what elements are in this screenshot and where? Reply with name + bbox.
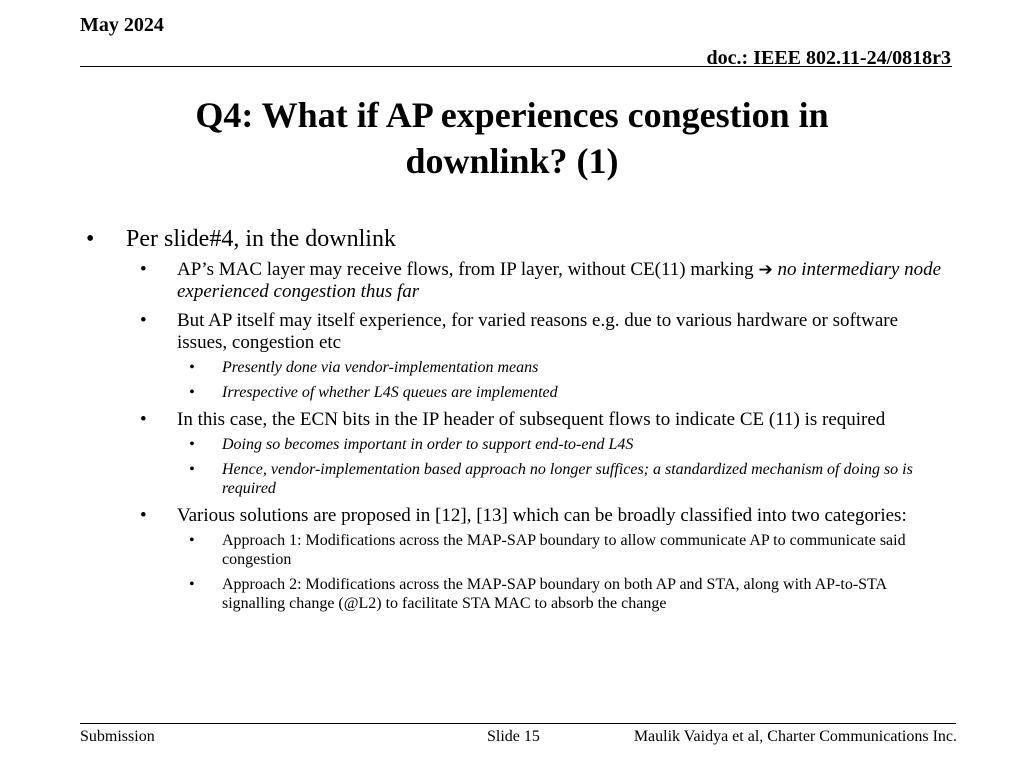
slide-title-line-1: Q4: What if AP experiences congestion in bbox=[195, 95, 829, 135]
footer-slide-number: Slide 15 bbox=[487, 728, 540, 745]
footer-author: Maulik Vaidya et al, Charter Communications Inc. bbox=[633, 728, 957, 745]
content-list bbox=[86, 225, 966, 620]
detail-bullet: • Hence, vendor-implementation based approach no longer suffices; a standardized mechanism of doing so is required bbox=[177, 460, 937, 498]
slide-title-line-2: downlink? (1) bbox=[405, 141, 619, 181]
main-bullet bbox=[86, 225, 966, 613]
sub-bullet-text: But AP itself may itself experience, for varied reasons e.g. due to various hardware or software issues, congestion etc bbox=[177, 310, 899, 353]
sub-bullet bbox=[126, 310, 952, 402]
sub-bullet-italic-text: no intermediary node experienced congestion thus far bbox=[177, 259, 942, 302]
slide-title bbox=[60, 92, 964, 184]
footer-divider bbox=[80, 723, 956, 724]
detail-list bbox=[177, 358, 952, 402]
sub-bullet-list bbox=[126, 259, 966, 613]
sub-bullet bbox=[126, 259, 952, 303]
sub-bullet-text: In this case, the ECN bits in the IP header of subsequent flows to indicate CE (11) is required bbox=[177, 409, 886, 430]
sub-bullet bbox=[126, 409, 952, 498]
sub-bullet bbox=[126, 505, 952, 613]
header-doc-id: doc.: IEEE 802.11-24/0818r3 bbox=[706, 47, 951, 69]
detail-bullet: • Approach 2: Modifications across the MAP-SAP boundary on both AP and STA, along with AP-to-STA signalling change (@L2) to facilitate STA MAC to absorb the change bbox=[177, 575, 937, 613]
footer-submission: Submission bbox=[80, 728, 155, 745]
sub-bullet-text: AP’s MAC layer may receive flows, from IP layer, without CE(11) marking bbox=[177, 259, 754, 280]
detail-bullet: • Irrespective of whether L4S queues are implemented bbox=[177, 383, 937, 402]
detail-bullet: • Doing so becomes important in order to support end-to-end L4S bbox=[177, 435, 937, 454]
header-date: May 2024 bbox=[80, 14, 164, 36]
detail-bullet: • Approach 1: Modifications across the MAP-SAP boundary to allow communicate AP to communicate said congestion bbox=[177, 531, 937, 569]
detail-list bbox=[177, 435, 952, 498]
header-divider bbox=[80, 66, 952, 67]
right-arrow-icon: ➔ bbox=[758, 260, 773, 280]
detail-list bbox=[177, 531, 952, 613]
main-bullet-text: Per slide#4, in the downlink bbox=[126, 226, 396, 252]
detail-bullet: • Presently done via vendor-implementation means bbox=[177, 358, 937, 377]
sub-bullet-text: Various solutions are proposed in [12], [13] which can be broadly classified into two categories: bbox=[177, 505, 907, 526]
